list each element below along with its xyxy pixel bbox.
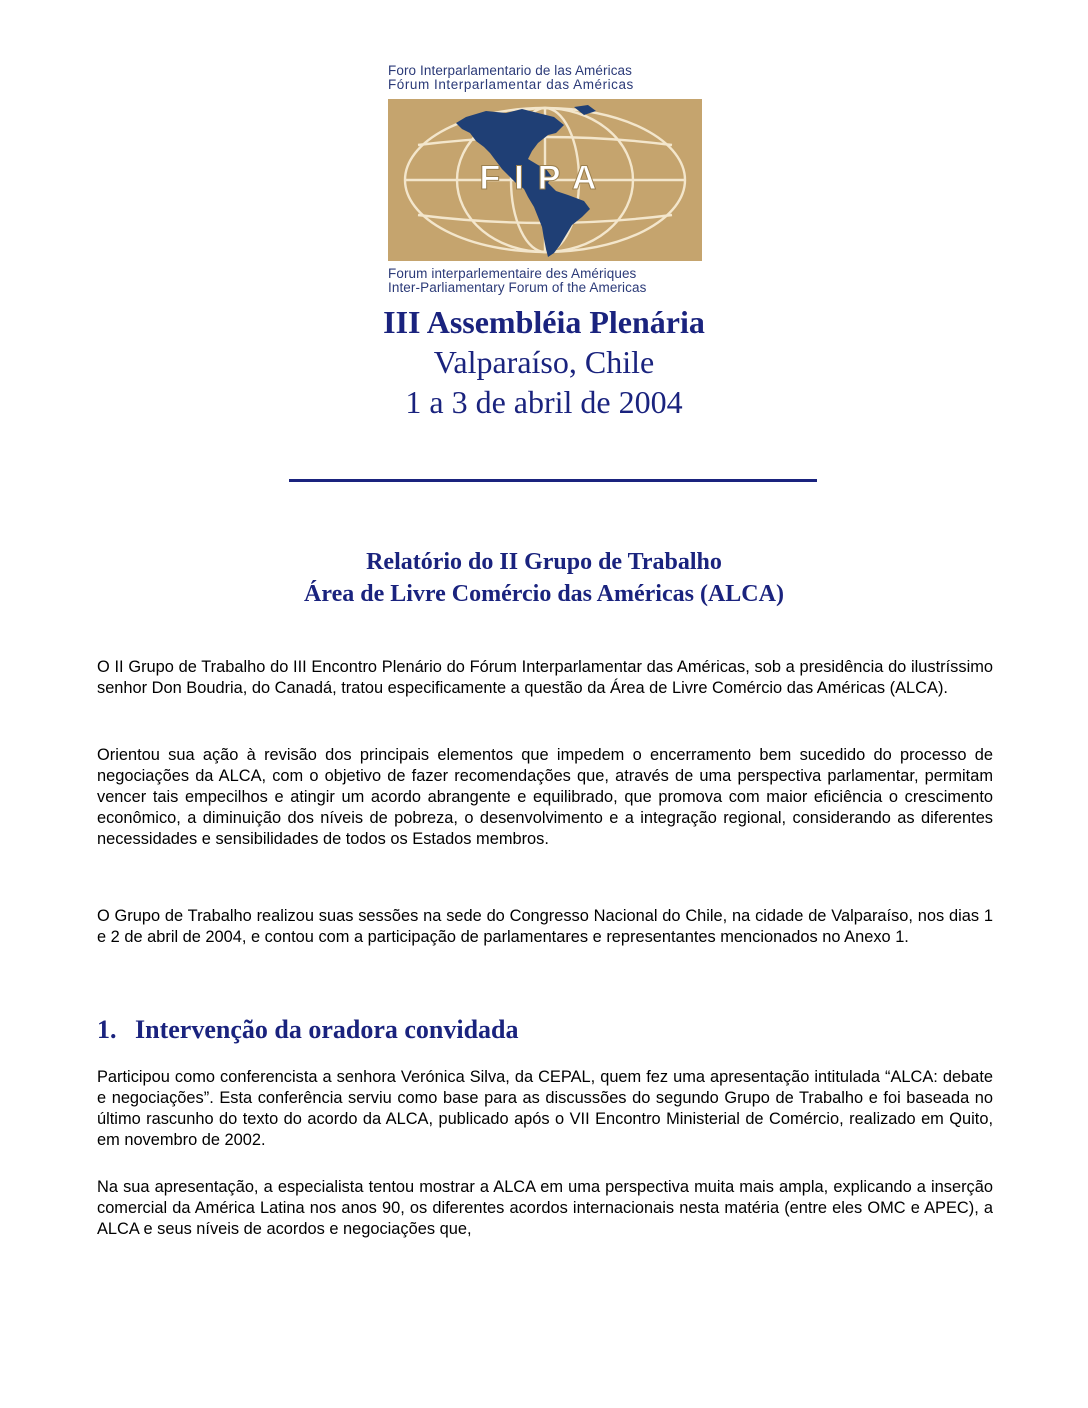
- document-title: [0, 302, 1088, 422]
- assembly-location: Valparaíso, Chile: [433, 344, 655, 380]
- logo-french-name: Forum interparlementaire des Amériques: [388, 266, 637, 281]
- fipa-logo: [388, 63, 702, 295]
- paragraph-intro: O II Grupo de Trabalho do III Encontro Plenário do Fórum Interparlamentar das Américas, sob a presidência do ilustríssimo senhor Don Boudria, do Canadá, tratou especificamente a questão da Área de Livre Comércio das Américas (ALCA).: [97, 658, 993, 697]
- section-heading: [97, 1014, 993, 1046]
- paragraph-objectives: Orientou sua ação à revisão dos principais elementos que impedem o encerramento bem sucedido do processo de negociações da ALCA, com o objetivo de fazer recomendações que, através de uma perspectiva parlamentar, permitam vencer tais empecilhos e atingir um acordo abrangente e equilibrado, que promova com maior eficiência o crescimento econômico, a diminuição dos níveis de pobreza, o desenvolvimento e a integração regional, considerando as diferentes necessidades e sensibilidades de todos os Estados membros.: [97, 746, 993, 848]
- report-title-line-1: Relatório do II Grupo de Trabalho: [366, 549, 722, 575]
- logo-english-name: Inter-Parliamentary Forum of the Americas: [388, 280, 647, 295]
- report-title: [0, 546, 1088, 610]
- paragraph-speaker: Participou como conferencista a senhora Verónica Silva, da CEPAL, quem fez uma apresentação intitulada “ALCA: debate e negociações”. Esta conferência serviu como base para as discussões do segundo Grupo de Trabalho e foi baseada no último rascunho do texto do acordo da ALCA, publicado após o VII Encontro Ministerial de Comércio, realizado em Quito, em novembro de 2002.: [97, 1068, 993, 1149]
- section-title: Intervenção da oradora convidada: [135, 1015, 519, 1044]
- paragraph-presentation: Na sua apresentação, a especialista tentou mostrar a ALCA em uma perspectiva muita mais ampla, explicando a inserção comercial da América Latina nos anos 90, os diferentes acordos internacionais nesta matéria (entre eles OMC e APEC), a ALCA e seus níveis de acordos e negociações que,: [97, 1178, 993, 1238]
- title-divider: [289, 479, 817, 482]
- logo-top-text: [388, 64, 702, 92]
- section-number: 1.: [97, 1015, 117, 1044]
- assembly-title: III Assembléia Plenária: [383, 304, 705, 340]
- logo-portuguese-name: Fórum Interparlamentar das Américas: [388, 77, 634, 92]
- logo-spanish-name: Foro Interparlamentario de las Américas: [388, 63, 633, 78]
- report-title-line-2: Área de Livre Comércio das Américas (ALCA): [304, 581, 784, 607]
- fipa-globe-emblem: [388, 99, 702, 261]
- assembly-date: 1 a 3 de abril de 2004: [405, 384, 683, 420]
- logo-bottom-text: [388, 267, 646, 295]
- paragraph-sessions: O Grupo de Trabalho realizou suas sessões na sede do Congresso Nacional do Chile, na cidade de Valparaíso, nos dias 1 e 2 de abril de 2004, e contou com a participação de parlamentares e representantes mencionados no Anexo 1.: [97, 907, 993, 946]
- fipa-emblem-text: FIPA: [479, 159, 611, 197]
